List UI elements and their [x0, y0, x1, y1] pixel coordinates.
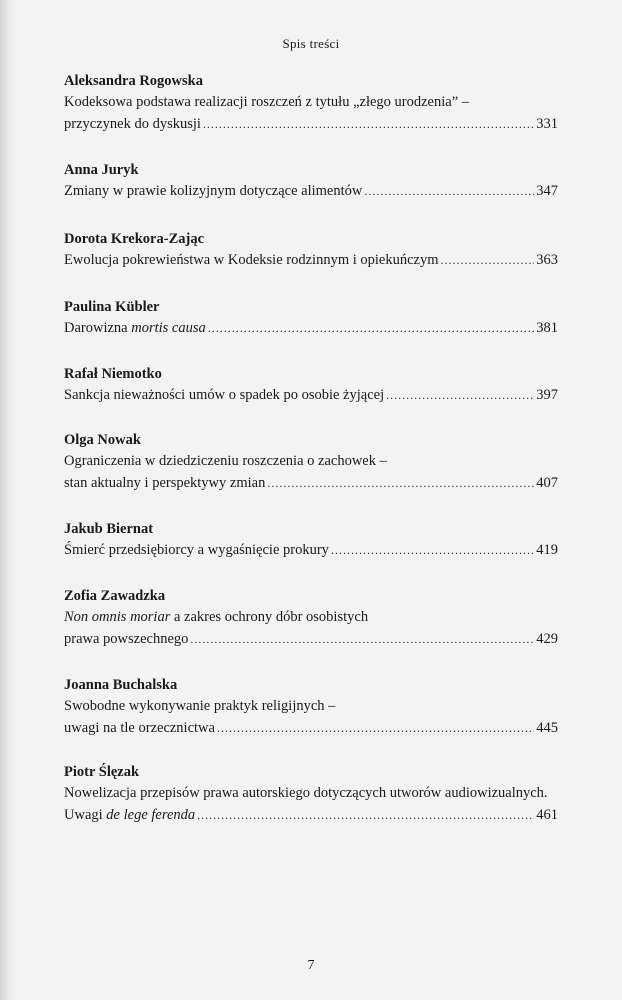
entry-title-line: Ograniczenia w dziedziczeniu roszczenia o zachowek –: [64, 453, 387, 469]
entry-page-number: 445: [536, 720, 558, 736]
dot-leader: [217, 718, 534, 739]
entry-title-line: [64, 629, 558, 651]
entry-title-line: [64, 385, 558, 407]
entry-title-text: [64, 318, 206, 339]
entry-page-number: 381: [536, 320, 558, 336]
entry-title-line: [64, 318, 558, 340]
dot-leader: [208, 318, 534, 339]
entry-title-text: uwagi na tle orzecznictwa: [64, 720, 215, 736]
entry-author: Dorota Krekora-Zając: [64, 231, 205, 247]
dot-leader: [203, 114, 534, 135]
toc-entry: [64, 763, 558, 827]
entry-page-number: 363: [536, 252, 558, 268]
toc-entry: [64, 365, 558, 407]
entry-title-text: Sankcja nieważności umów o spadek po osobie żyjącej: [64, 387, 385, 403]
entry-title-line: [64, 181, 558, 203]
entry-page-number: 419: [536, 542, 558, 558]
entry-author: Zofia Zawadzka: [64, 588, 166, 604]
toc-entry: [64, 587, 558, 651]
toc-entry: [64, 520, 558, 562]
entry-title-text: przyczynek do dyskusji: [64, 116, 201, 132]
dot-leader: [331, 540, 534, 561]
entry-title-text: Śmierć przedsiębiorcy a wygaśnięcie prokury: [64, 542, 329, 558]
entry-author: Aleksandra Rogowska: [64, 73, 203, 89]
entry-title-regular: Darowizna: [64, 320, 132, 336]
entry-title-italic: Non omnis moriar: [64, 609, 171, 625]
entry-title-text: [64, 805, 195, 826]
entry-title-text: Zmiany w prawie kolizyjnym dotyczące alimentów: [64, 183, 363, 199]
entry-title-line: [64, 718, 558, 740]
entry-page-number: 397: [536, 387, 558, 403]
entry-author: Jakub Biernat: [64, 521, 154, 537]
dot-leader: [190, 629, 534, 650]
dot-leader: [267, 473, 534, 494]
entry-author: Rafał Niemotko: [64, 366, 162, 382]
toc-entry: [64, 230, 558, 272]
entry-title-text: Ewolucja pokrewieństwa w Kodeksie rodzinnym i opiekuńczym: [64, 252, 439, 268]
entry-author: Anna Juryk: [64, 162, 139, 178]
entry-title-text: prawa powszechnego: [64, 631, 189, 647]
entry-author: Piotr Ślęzak: [64, 764, 140, 780]
toc-entry: [64, 161, 558, 203]
entry-title-line: [64, 607, 558, 629]
entry-page-number: 429: [536, 631, 558, 647]
entry-author: Joanna Buchalska: [64, 677, 178, 693]
entry-title-line: [64, 540, 558, 562]
entry-title-line: [64, 250, 558, 272]
page-number: 7: [307, 958, 315, 973]
toc-entry: [64, 298, 558, 340]
entry-title-line: [64, 114, 558, 136]
dot-leader: [441, 250, 535, 271]
dot-leader: [197, 805, 534, 826]
entry-title-italic: mortis causa: [131, 320, 206, 336]
dot-leader: [386, 385, 534, 406]
entry-title-line: Nowelizacja przepisów prawa autorskiego dotyczących utworów audiowizualnych.: [64, 785, 548, 801]
toc-entry: [64, 72, 558, 136]
page-spine-shadow: [0, 0, 16, 1000]
entry-title-italic: de lege ferenda: [106, 807, 196, 823]
entry-title-line: [64, 805, 558, 827]
dot-leader: [364, 181, 534, 202]
entry-page-number: 347: [536, 183, 558, 199]
entry-author: Olga Nowak: [64, 432, 141, 448]
entry-title-line: [64, 473, 558, 495]
toc-entry: [64, 676, 558, 740]
running-header: Spis treści: [282, 36, 340, 51]
entry-author: Paulina Kübler: [64, 299, 160, 315]
entry-title-regular: Uwagi: [64, 807, 107, 823]
entry-title-regular: a zakres ochrony dóbr osobistych: [170, 609, 369, 625]
entry-page-number: 331: [536, 116, 558, 132]
entry-page-number: 461: [536, 807, 558, 823]
entry-page-number: 407: [536, 475, 558, 491]
entry-title-line: Kodeksowa podstawa realizacji roszczeń z tytułu „złego urodzenia” –: [64, 94, 470, 110]
entry-title-line: Swobodne wykonywanie praktyk religijnych –: [64, 698, 336, 714]
toc-entry: [64, 431, 558, 495]
entry-title-text: stan aktualny i perspektywy zmian: [64, 475, 266, 491]
